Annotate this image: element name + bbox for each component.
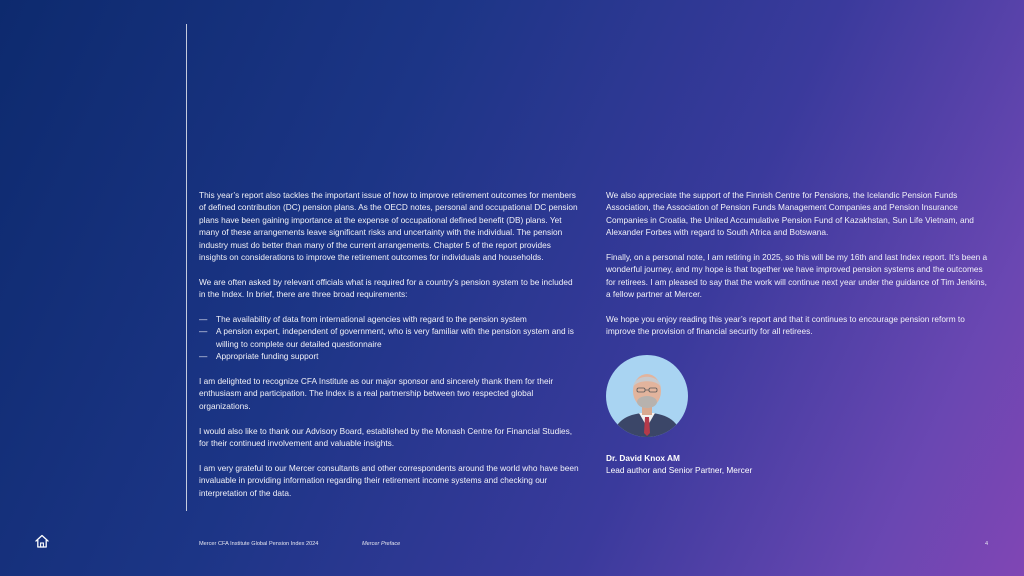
signature xyxy=(606,452,752,477)
paragraph: I am delighted to recognize CFA Institute as our major sponsor and sincerely thank them for their enthusiasm and participation. The Index is a real partnership between two respected global organizations. xyxy=(199,376,554,411)
author-role: Lead author and Senior Partner, Mercer xyxy=(606,465,753,476)
vertical-divider xyxy=(186,24,187,511)
right-column xyxy=(606,189,991,350)
page-number: 4 xyxy=(985,541,989,547)
author-portrait xyxy=(606,355,688,437)
author-name: Dr. David Knox AM xyxy=(606,453,680,463)
list-item: — A pension expert, independent of government, who is very familiar with the pension system and is willing to complete our detailed questionnaire xyxy=(199,325,579,350)
paragraph: Finally, on a personal note, I am retiring in 2025, so this will be my 16th and last Index report. It’s been a wonderful journey, and my hope is that together we have improved pension systems and the outcomes for retirees. I am pleased to say that the work will continue next year under the guidance of Tim Jenkins, a fellow partner at Mercer. xyxy=(606,252,988,300)
list-item: — Appropriate funding support xyxy=(199,350,579,362)
paragraph: I am very grateful to our Mercer consultants and other correspondents around the world who have been invaluable in providing information regarding their retirement income systems and checking our interpretation of the data. xyxy=(199,462,579,498)
requirements-list xyxy=(199,313,579,363)
footer-section-name: Mercer Preface xyxy=(362,541,401,547)
paragraph: We also appreciate the support of the Finnish Centre for Pensions, the Icelandic Pension Funds Association, the Association of Pension Funds Management Companies and Pension Insurance Companies in Croatia, the United Accumulative Pension Fund of Kazakhstan, Sun Life Vietnam, and Alexander Forbes with regard to South Africa and Botswana. xyxy=(606,190,974,238)
paragraph: We are often asked by relevant officials what is required for a country’s pension system to be included in the Index. In brief, there are three broad requirements: xyxy=(199,276,573,300)
list-item: — The availability of data from international agencies with regard to the pension system xyxy=(199,313,579,325)
home-icon[interactable] xyxy=(34,533,50,549)
footer-report-title: Mercer CFA Institute Global Pension Index 2024 xyxy=(199,541,319,547)
left-column xyxy=(199,189,579,511)
paragraph: I would also like to thank our Advisory Board, established by the Monash Centre for Financial Studies, for their continued involvement and valuable insights. xyxy=(199,425,573,449)
paragraph: This year’s report also tackles the important issue of how to improve retirement outcomes for members of defined contribution (DC) pension plans. As the OECD notes, personal and occupational DC pension plans have been gaining importance at the expense of occupational defined benefit (DB) plans. Yet many of these arrangements leave significant risks and uncertainty with the individual. The pension industry must do better than many of the current arrangements. Chapter 5 of the report provides insights on considerations to improve the retirement outcomes for individuals and households. xyxy=(199,190,578,263)
paragraph: We hope you enjoy reading this year’s report and that it continues to encourage pension reform to improve the provision of financial security for all retirees. xyxy=(606,314,965,337)
